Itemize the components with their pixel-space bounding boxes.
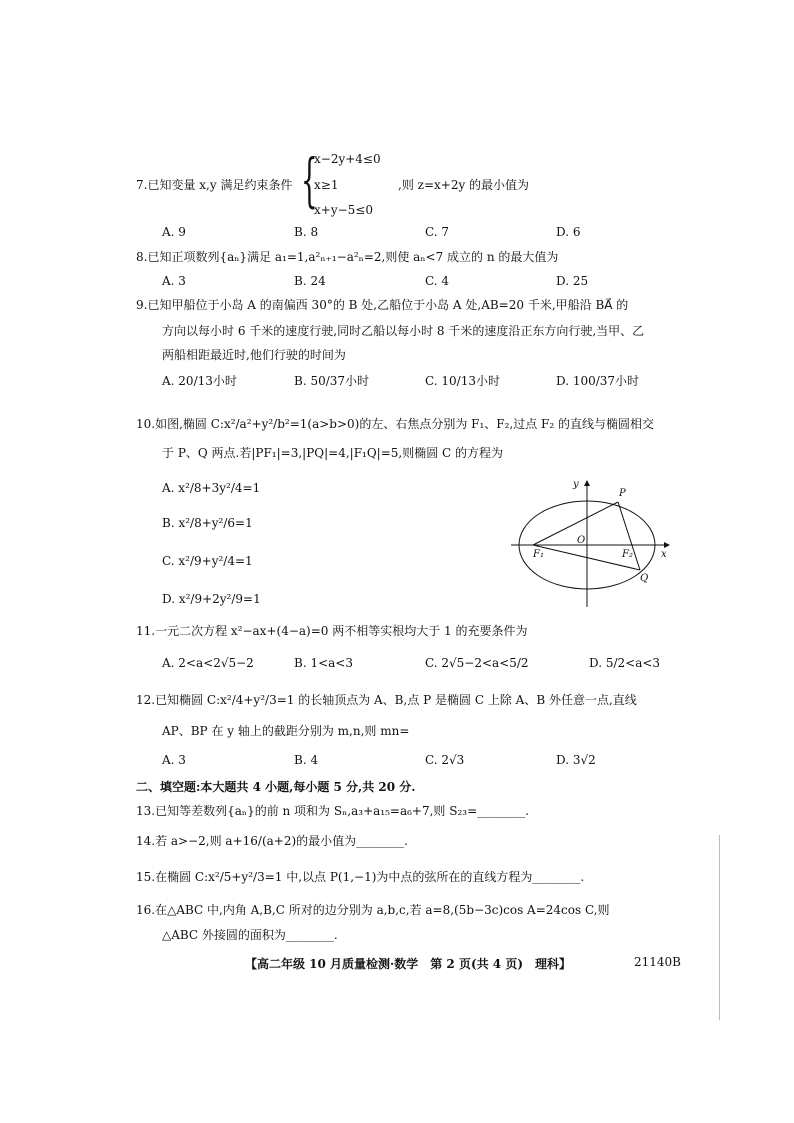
q10-line-1: 10.如图,椭圆 C:x²/a²+y²/b²=1(a>b>0)的左、右焦点分别为 F₁、F₂,过点 F₂ 的直线与椭圆相交 [136, 417, 655, 431]
q9-line-3: 两船相距最近时,他们行驶的时间为 [162, 348, 346, 362]
x-arrow [664, 542, 670, 548]
q16-line-1: 16.在△ABC 中,内角 A,B,C 所对的边分别为 a,b,c,若 a=8,(5b−3c)cos A=24cos C,则 [136, 903, 610, 917]
q8-option-b: B. 24 [294, 274, 326, 288]
q13: 13.已知等差数列{aₙ}的前 n 项和为 Sₙ,a₃+a₁₅=a₆+7,则 S₂₃=________. [136, 804, 529, 818]
q7-tail: ,则 z=x+2y 的最小值为 [398, 178, 530, 192]
q7-option-d: D. 6 [556, 225, 581, 239]
q7-stem: 7.已知变量 x,y 满足约束条件 [136, 178, 293, 192]
q9-option-d: D. 100/37小时 [556, 374, 640, 388]
page-footer: 【高二年级 10 月质量检测·数学 第 2 页(共 4 页) 理科】 [245, 957, 571, 971]
q10-option-c: C. x²/9+y²/4=1 [162, 554, 253, 568]
q12-option-c: C. 2√3 [425, 753, 465, 767]
q10-option-a: A. x²/8+3y²/4=1 [162, 481, 261, 495]
label-y: y [573, 479, 579, 490]
q11-option-a: A. 2<a<2√5−2 [162, 656, 254, 670]
q14: 14.若 a>−2,则 a+16/(a+2)的最小值为________. [136, 834, 408, 848]
q11-option-d: D. 5/2<a<3 [589, 656, 661, 670]
q7-constraint-1: x−2y+4≤0 [314, 152, 381, 166]
ellipse-figure [507, 475, 682, 625]
scan-edge-line [719, 835, 720, 1020]
label-p: P [619, 488, 626, 499]
label-x: x [661, 549, 667, 560]
q8-option-d: D. 25 [556, 274, 589, 288]
q7-option-c: C. 7 [425, 225, 450, 239]
q12-option-b: B. 4 [294, 753, 319, 767]
q7-option-b: B. 8 [294, 225, 319, 239]
label-o: O [577, 535, 586, 546]
exam-code: 21140B [634, 955, 681, 969]
q12-line-1: 12.已知椭圆 C:x²/4+y²/3=1 的长轴顶点为 A、B,点 P 是椭圆 C 上除 A、B 外任意一点,直线 [136, 693, 637, 707]
label-f1: F₁ [533, 549, 544, 560]
q12-option-d: D. 3√2 [556, 753, 596, 767]
q9-option-c: C. 10/13小时 [425, 374, 500, 388]
q11-option-b: B. 1<a<3 [294, 656, 353, 670]
y-arrow [584, 480, 590, 486]
q10-option-b: B. x²/8+y²/6=1 [162, 516, 253, 530]
q10-option-d: D. x²/9+2y²/9=1 [162, 592, 261, 606]
q7-constraint-2: x≥1 [314, 178, 339, 192]
q8-option-a: A. 3 [162, 274, 186, 288]
section-heading: 二、填空题:本大题共 4 小题,每小题 5 分,共 20 分. [136, 780, 416, 794]
q7-option-a: A. 9 [162, 225, 186, 239]
q10-line-2: 于 P、Q 两点.若|PF₁|=3,|PQ|=4,|F₁Q|=5,则椭圆 C 的方程为 [162, 446, 504, 460]
label-f2: F₂ [622, 549, 633, 560]
segment-f1-p [533, 502, 618, 545]
q15: 15.在椭圆 C:x²/5+y²/3=1 中,以点 P(1,−1)为中点的弦所在的直线方程为________. [136, 870, 585, 884]
q11-option-c: C. 2√5−2<a<5/2 [425, 656, 529, 670]
label-q: Q [640, 573, 649, 584]
q12-option-a: A. 3 [162, 753, 186, 767]
q7-brace: { [301, 146, 318, 214]
q8-option-c: C. 4 [425, 274, 450, 288]
q12-line-2: AP、BP 在 y 轴上的截距分别为 m,n,则 mn= [162, 724, 410, 738]
q11-stem: 11.一元二次方程 x²−ax+(4−a)=0 两不相等实根均大于 1 的充要条件为 [136, 624, 528, 638]
q16-line-2: △ABC 外接圆的面积为________. [162, 928, 338, 942]
q9-line-2: 方向以每小时 6 千米的速度行驶,同时乙船以每小时 8 千米的速度沿正东方向行驶,当甲、乙 [162, 324, 645, 338]
q9-option-a: A. 20/13小时 [162, 374, 237, 388]
q8-stem: 8.已知正项数列{aₙ}满足 a₁=1,a²ₙ₊₁−a²ₙ=2,则使 aₙ<7 成立的 n 的最大值为 [136, 250, 559, 264]
q9-option-b: B. 50/37小时 [294, 374, 370, 388]
q9-line-1: 9.已知甲船位于小岛 A 的南偏西 30°的 B 处,乙船位于小岛 A 处,AB=20 千米,甲船沿 BA⃗ 的 [136, 298, 629, 312]
q7-constraint-3: x+y−5≤0 [314, 203, 373, 217]
